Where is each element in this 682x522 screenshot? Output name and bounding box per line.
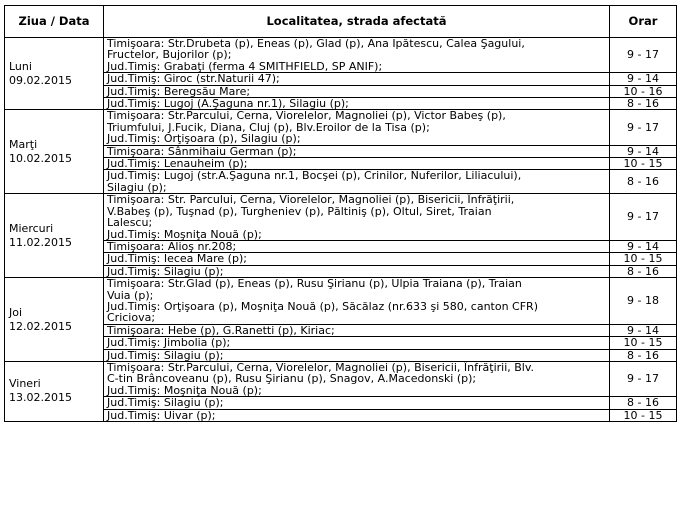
- location-cell: [104, 194, 610, 241]
- day-name: Miercuri: [9, 221, 54, 235]
- location-line: Jud.Timiş: Lugoj (str.A.Şaguna nr.1, Bocşei (p), Crinilor, Nuferilor, Liliacului),: [107, 169, 522, 183]
- location-line: Lalescu;: [107, 216, 153, 230]
- table-row: [5, 98, 677, 110]
- table-row: [5, 361, 677, 396]
- day-cell: [5, 361, 104, 421]
- hours-cell: 10 - 15: [610, 337, 677, 349]
- column-header-location: Localitatea, strada afectată: [104, 6, 610, 38]
- hours-cell: 9 - 17: [610, 110, 677, 145]
- location-cell: [104, 158, 610, 170]
- location-cell: [104, 265, 610, 277]
- location-line: Jud.Timiş: Jimbolia (p);: [107, 336, 231, 350]
- location-cell: [104, 110, 610, 145]
- hours-cell: 9 - 18: [610, 278, 677, 325]
- location-line: Timişoara: Str.Glad (p), Eneas (p), Rusu Şirianu (p), Ulpia Traiana (p), Traian: [107, 277, 522, 291]
- location-line: Jud.Timiş: Lenauheim (p);: [107, 157, 248, 171]
- hours-cell: 10 - 15: [610, 409, 677, 421]
- location-line: Jud.Timiş: Moşniţa Nouă (p);: [107, 227, 262, 241]
- location-line: Jud.Timiş: Iecea Mare (p);: [107, 252, 247, 266]
- location-line: C-tin Brâncoveanu (p), Rusu Şirianu (p), Snagov, A.Macedonski (p);: [107, 372, 477, 386]
- location-cell: [104, 170, 610, 194]
- location-line: Timişoara: Str.Parcului, Cerna, Viorelelor, Magnoliei (p), Victor Babeş (p),: [107, 109, 506, 123]
- outage-schedule-frame: [4, 5, 676, 517]
- hours-cell: 9 - 14: [610, 145, 677, 157]
- hours-cell: 9 - 14: [610, 73, 677, 85]
- hours-cell: 8 - 16: [610, 349, 677, 361]
- day-cell: [5, 278, 104, 362]
- day-date: 10.02.2015: [9, 151, 72, 165]
- day-date: 12.02.2015: [9, 319, 72, 333]
- location-line: Jud.Timiş: Giroc (str.Naturii 47);: [107, 72, 280, 86]
- location-cell: [104, 253, 610, 265]
- day-date: 09.02.2015: [9, 73, 72, 87]
- hours-cell: 10 - 16: [610, 85, 677, 97]
- location-line: Jud.Timiş: Silagiu (p);: [107, 396, 224, 410]
- day-name: Vineri: [9, 377, 41, 391]
- location-line: V.Babeş (p), Tuşnad (p), Turgheniev (p), Păltiniş (p), Oltul, Siret, Traian: [107, 204, 492, 218]
- location-cell: [104, 397, 610, 409]
- hours-cell: 9 - 17: [610, 38, 677, 73]
- location-cell: [104, 145, 610, 157]
- location-line: Jud.Timiş: Moşniţa Nouă (p);: [107, 383, 262, 397]
- location-line: Jud.Timiş: Orţişoara (p), Silagiu (p);: [107, 132, 301, 146]
- location-line: Jud.Timiş: Grabaţi (ferma 4 SMITHFIELD, SP ANIF);: [107, 59, 383, 73]
- table-row: [5, 145, 677, 157]
- day-name: Joi: [9, 305, 23, 319]
- location-line: Jud.Timiş: Orţişoara (p), Moşniţa Nouă (p), Săcălaz (nr.633 şi 580, canton CFR): [107, 299, 538, 313]
- hours-cell: 10 - 15: [610, 158, 677, 170]
- location-line: Vuia (p);: [107, 288, 154, 302]
- hours-cell: 8 - 16: [610, 170, 677, 194]
- hours-cell: 8 - 16: [610, 397, 677, 409]
- table-row: [5, 158, 677, 170]
- location-line: Timişoara: Alioş nr.208;: [107, 239, 237, 253]
- location-line: Fructelor, Bujorilor (p);: [107, 48, 232, 62]
- table-row: [5, 337, 677, 349]
- hours-cell: 9 - 17: [610, 361, 677, 396]
- table-row: [5, 110, 677, 145]
- table-row: [5, 397, 677, 409]
- hours-cell: 8 - 16: [610, 98, 677, 110]
- location-cell: [104, 337, 610, 349]
- location-cell: [104, 349, 610, 361]
- hours-cell: 9 - 14: [610, 324, 677, 336]
- table-row: [5, 240, 677, 252]
- location-cell: [104, 98, 610, 110]
- location-line: Jud.Timiş: Uivar (p);: [107, 408, 216, 422]
- hours-cell: 9 - 14: [610, 240, 677, 252]
- day-date: 11.02.2015: [9, 235, 72, 249]
- location-line: Timişoara: Sânmihaiu German (p);: [107, 144, 297, 158]
- table-row: [5, 253, 677, 265]
- day-cell: [5, 194, 104, 278]
- table-row: [5, 170, 677, 194]
- table-row: [5, 194, 677, 241]
- location-cell: [104, 361, 610, 396]
- location-line: Timişoara: Str. Parcului, Cerna, Viorelelor, Magnoliei (p), Bisericii, Înfrăţirii,: [107, 193, 515, 207]
- location-cell: [104, 85, 610, 97]
- table-row: [5, 349, 677, 361]
- location-line: Timişoara: Str.Drubeta (p), Eneas (p), Glad (p), Ana Ipătescu, Calea Şagului,: [107, 37, 525, 50]
- location-line: Jud.Timiş: Beregsău Mare;: [107, 84, 251, 98]
- location-cell: [104, 278, 610, 325]
- location-cell: [104, 73, 610, 85]
- hours-cell: 10 - 15: [610, 253, 677, 265]
- day-cell: [5, 110, 104, 194]
- column-header-day: Ziua / Data: [5, 6, 104, 38]
- location-cell: [104, 324, 610, 336]
- location-line: Jud.Timiş: Silagiu (p);: [107, 264, 224, 278]
- day-cell: [5, 38, 104, 110]
- table-row: [5, 278, 677, 325]
- location-line: Silagiu (p);: [107, 180, 167, 194]
- day-name: Marţi: [9, 137, 38, 151]
- location-line: Jud.Timiş: Silagiu (p);: [107, 348, 224, 362]
- table-row: [5, 409, 677, 421]
- location-line: Timişoara: Hebe (p), G.Ranetti (p), Kiriac;: [107, 323, 335, 337]
- table-row: [5, 85, 677, 97]
- location-cell: [104, 38, 610, 73]
- table-row: [5, 265, 677, 277]
- table-row: [5, 324, 677, 336]
- location-cell: [104, 409, 610, 421]
- location-cell: [104, 240, 610, 252]
- day-date: 13.02.2015: [9, 391, 72, 405]
- table-row: [5, 73, 677, 85]
- location-line: Criciova;: [107, 311, 156, 325]
- hours-cell: 8 - 16: [610, 265, 677, 277]
- outage-schedule-table: [4, 5, 677, 422]
- column-header-hours: Orar: [610, 6, 677, 38]
- table-body: [5, 38, 677, 422]
- location-line: Jud.Timiş: Lugoj (A.Şaguna nr.1), Silagiu (p);: [107, 97, 349, 111]
- table-row: [5, 38, 677, 73]
- day-name: Luni: [9, 59, 32, 73]
- table-header-row: [5, 6, 677, 38]
- location-line: Timişoara: Str.Parcului, Cerna, Viorelelor, Magnoliei (p), Bisericii, Înfrăţirii, Blv.: [107, 360, 535, 374]
- hours-cell: 9 - 17: [610, 194, 677, 241]
- location-line: Triumfului, J.Fucik, Diana, Cluj (p), Blv.Eroilor de la Tisa (p);: [107, 120, 430, 134]
